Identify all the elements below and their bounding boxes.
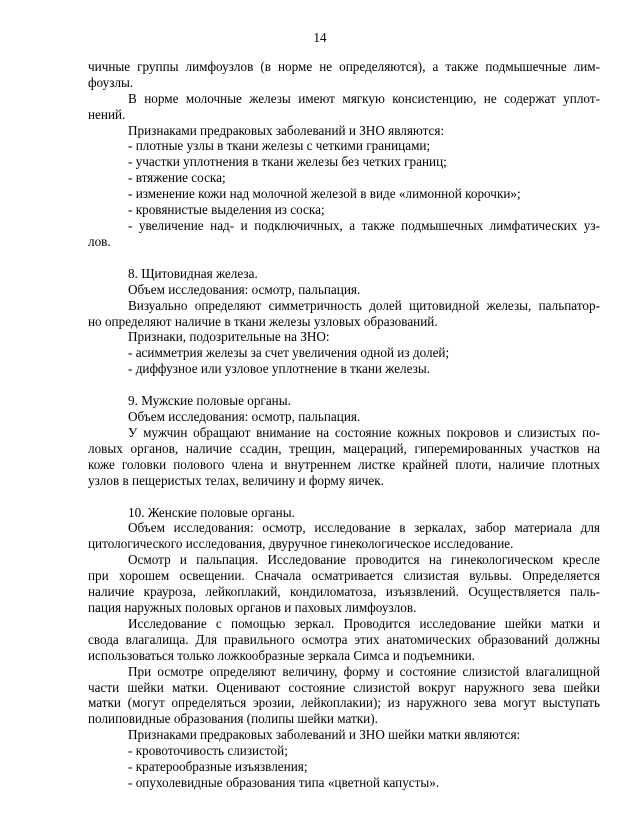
text-line: ловых органов, наличие ссадин, трещин, мацераций, гиперемированных участков на <box>88 440 600 456</box>
page-number: 14 <box>313 30 327 45</box>
list-item: - кратерообразные изъязвления; <box>128 759 308 775</box>
list-item: - изменение кожи над молочной железой в виде «лимонной корочки»; <box>128 186 521 202</box>
text-line: наличие крауроза, лейкоплакий, кондиломатоза, изъязвлений. Осуществляется паль- <box>88 584 600 600</box>
text-line: цитологического исследования, двуручное гинекологическое исследование. <box>88 536 514 552</box>
text-line: лов. <box>88 233 111 249</box>
list-item: - увеличение над- и подключичных, а также подмышечных лимфатических уз- <box>128 217 600 233</box>
text-line: использоваться только ложкообразные зеркала Симса и подъемники. <box>88 647 475 663</box>
list-item: - опухолевидные образования типа «цветной капусты». <box>128 774 440 790</box>
section-heading: 9. Мужские половые органы. <box>128 393 291 409</box>
text-line: У мужчин обращают внимание на состояние кожных покровов и слизистых по- <box>128 424 600 440</box>
text-line: Осмотр и пальпация. Исследование проводится на гинекологическом кресле <box>128 552 600 568</box>
text-line: матки (могут определяться эрозии, лейкоплакии); из наружного зева могут выступать <box>88 695 600 711</box>
list-item: - плотные узлы в ткани железы с четкими границами; <box>128 138 431 154</box>
list-item: - кровоточивость слизистой; <box>128 743 288 759</box>
list-item: - асимметрия железы за счет увеличения одной из долей; <box>128 345 450 361</box>
text-line: Исследование с помощью зеркал. Проводится исследование шейки матки и <box>128 615 600 631</box>
text-line: При осмотре определяют величину, форму и состояние слизистой влагалищной <box>128 663 600 679</box>
text-line: коже головки полового члена и внутреннем листке крайней плоти, наличие плотных <box>88 456 600 472</box>
text-line: пация наружных половых органов и паховых лимфоузлов. <box>88 600 417 615</box>
text-line: при хорошем освещении. Сначала осматривается слизистая вульвы. Определяется <box>88 568 600 584</box>
text-line: но определяют наличие в ткани железы узловых образований. <box>88 313 438 329</box>
text-line: узлов в пещеристых телах, величину и форму яичек. <box>88 472 384 488</box>
list-item: - диффузное или узловое уплотнение в ткани железы. <box>128 361 431 377</box>
text-line: полиповидные образования (полипы шейки матки). <box>88 711 378 727</box>
text-line: Объем исследования: осмотр, исследование в зеркалах, забор материала для <box>128 520 600 536</box>
list-intro: Признаками предраковых заболеваний и ЗНО шейки матки являются: <box>128 727 521 743</box>
list-item: - участки уплотнения в ткани железы без четких границ; <box>128 154 447 170</box>
text-line: Объем исследования: осмотр, пальпация. <box>128 409 361 425</box>
text-line: чичные группы лимфоузлов (в норме не определяются), а также подмышечные лим- <box>88 58 600 74</box>
list-item: - кровянистые выделения из соска; <box>128 202 325 218</box>
list-item: - втяжение соска; <box>128 170 226 186</box>
text-line: нений. <box>88 106 126 122</box>
list-intro: Признаками предраковых заболеваний и ЗНО являются: <box>128 122 445 138</box>
text-line: фоузлы. <box>88 74 134 90</box>
text-line: Объем исследования: осмотр, пальпация. <box>128 281 361 297</box>
section-heading: 8. Щитовидная железа. <box>128 265 258 281</box>
list-intro: Признаки, подозрительные на ЗНО: <box>128 329 330 345</box>
text-line: части шейки матки. Оценивают состояние слизистой вокруг наружного зева шейки <box>88 679 600 695</box>
section-heading: 10. Женские половые органы. <box>128 504 295 520</box>
text-line: В норме молочные железы имеют мягкую консистенцию, не содержат уплот- <box>128 90 600 106</box>
text-line: Визуально определяют симметричность долей щитовидной железы, пальпатор- <box>128 297 600 313</box>
text-line: свода влагалища. Для правильного осмотра этих анатомических образований должны <box>88 631 600 647</box>
